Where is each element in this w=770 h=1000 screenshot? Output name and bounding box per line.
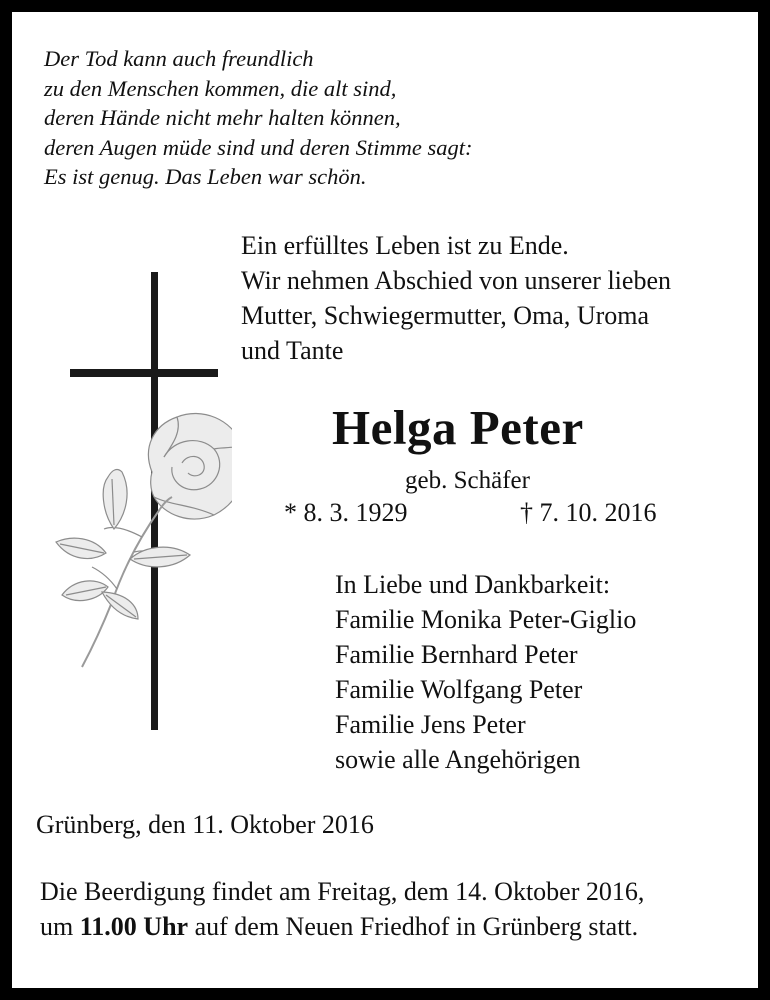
funeral-time: 11.00 Uhr — [79, 912, 189, 941]
intro-line: Mutter, Schwiegermutter, Oma, Uroma — [241, 301, 650, 330]
deceased-name: Helga Peter — [332, 400, 584, 455]
mourners-line: sowie alle Angehörigen — [335, 745, 581, 774]
funeral-line-2 — [40, 909, 644, 944]
obituary-notice — [12, 12, 758, 988]
poem-line: Der Tod kann auch freundlich — [44, 46, 314, 71]
mourners-line: Familie Monika Peter-Giglio — [335, 605, 637, 634]
birth-date: * 8. 3. 1929 — [284, 498, 408, 527]
poem-line: deren Hände nicht mehr halten können, — [44, 105, 401, 130]
mourners-line: Familie Bernhard Peter — [335, 640, 578, 669]
poem-line: Es ist genug. Das Leben war schön. — [44, 164, 367, 189]
mourners-line: In Liebe und Dankbarkeit: — [335, 570, 611, 599]
funeral-prefix: um — [40, 912, 74, 941]
mourners-line: Familie Jens Peter — [335, 710, 526, 739]
place-and-date: Grünberg, den 11. Oktober 2016 — [36, 810, 374, 839]
death-date: † 7. 10. 2016 — [520, 498, 657, 527]
intro-line: Wir nehmen Abschied von unserer lieben — [241, 266, 671, 295]
birth-name: geb. Schäfer — [405, 467, 530, 494]
cross-and-rose-artwork — [42, 267, 232, 747]
poem-line: deren Augen müde sind und deren Stimme sagt: — [44, 134, 473, 160]
intro-line: Ein erfülltes Leben ist zu Ende. — [241, 231, 569, 260]
poem — [44, 44, 472, 192]
intro-line: und Tante — [241, 336, 344, 365]
rose-icon — [56, 413, 232, 667]
mourners-list — [335, 567, 636, 777]
funeral-line-1: Die Beerdigung findet am Freitag, dem 14. Oktober 2016, — [40, 877, 645, 906]
intro-text — [241, 228, 671, 368]
funeral-location: auf dem Neuen Friedhof in Grünberg statt. — [194, 912, 639, 941]
poem-line: zu den Menschen kommen, die alt sind, — [44, 75, 397, 101]
mourners-line: Familie Wolfgang Peter — [335, 675, 583, 704]
funeral-info — [40, 874, 644, 944]
